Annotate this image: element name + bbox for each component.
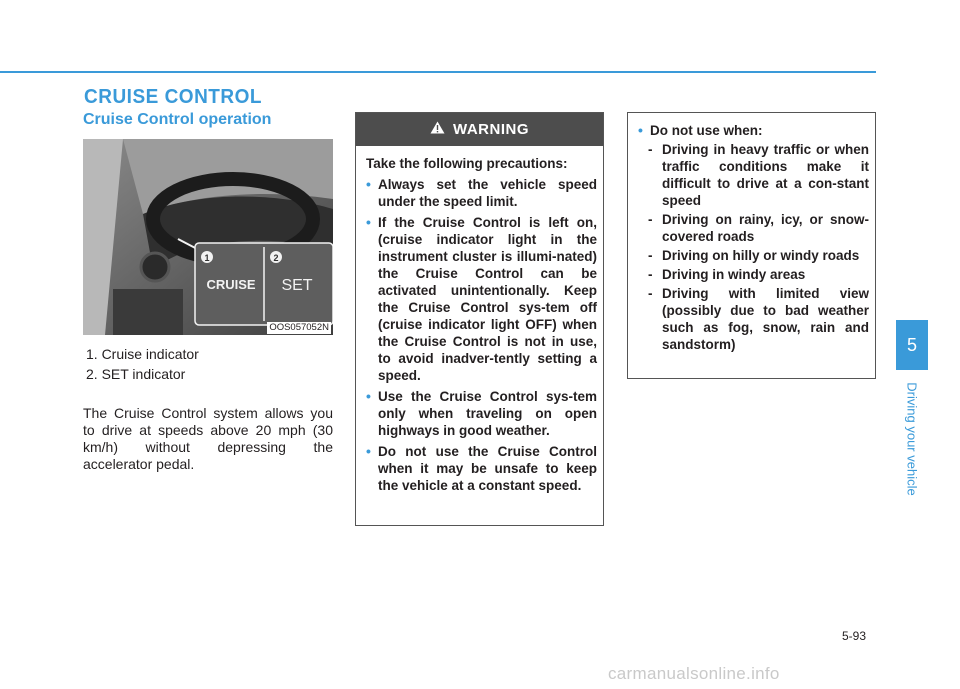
warning-item [366,176,597,210]
continued-item: - Driving in windy areas [648,267,806,282]
indicator-list [86,344,199,384]
bullet-dot-icon: • [366,176,371,192]
body-paragraph: The Cruise Control system allows you to drive at speeds above 20 mph (30 km/h) without depressing the accelerator pedal. [83,405,333,472]
continued-warning-box [627,112,876,379]
dashboard-figure [83,139,333,335]
continued-item-text: Driving on hilly or windy roads [662,248,860,263]
dashboard-illustration [83,139,333,335]
warning-item-text: Do not use the Cruise Control when it may be unsafe to keep the vehicle at a constant speed. [378,444,597,493]
set-indicator-label: SET [281,277,313,294]
continued-item: - Driving with limited view (possibly due to bad weather such as fog, snow, rain and sandstorm) [648,286,869,352]
callout-2: 2 [273,253,279,263]
warning-box [355,112,604,526]
continued-heading-item [638,122,869,139]
indicator-item: 2. SET indicator [86,366,186,382]
section-title: CRUISE CONTROL [84,86,262,109]
continued-item-text: Driving in windy areas [662,267,806,282]
continued-heading: Do not use when: [650,123,763,138]
bullet-dot-icon: • [366,214,371,230]
warning-header [356,113,603,146]
warning-item [366,214,597,384]
warning-item [366,443,597,494]
chapter-label: Driving your vehicle [904,382,920,496]
warning-item-text: Always set the vehicle speed under the speed limit. [378,177,597,209]
header-rule [0,71,876,73]
continued-item: - Driving on hilly or windy roads [648,248,860,263]
subsection-title: Cruise Control operation [83,111,272,128]
chapter-tab[interactable]: 5 [896,320,928,370]
warning-item [366,388,597,439]
warning-intro: Take the following precautions: [366,156,568,171]
continued-item-text: Driving on rainy, icy, or snow-covered roads [662,212,869,244]
warning-body [356,146,603,494]
bullet-dot-icon: • [366,443,371,459]
figure-code: OOS057052N [269,322,329,333]
callout-1: 1 [204,253,210,263]
warning-title: WARNING [453,121,529,138]
indicator-item: 1. Cruise indicator [86,346,199,362]
bullet-dot-icon: • [366,388,371,404]
warning-triangle-icon [430,121,445,138]
watermark: carmanualsonline.info [608,664,780,683]
continued-item: - Driving on rainy, icy, or snow-covered roads [648,212,869,244]
warning-item-text: Use the Cruise Control sys-tem only when traveling on open highways in good weather. [378,389,597,438]
page-number: 5-93 [842,629,867,643]
continued-item-text: Driving with limited view (possibly due to bad weather such as fog, snow, rain and sandstorm) [662,286,869,352]
continued-item: - Driving in heavy traffic or when traffic conditions make it difficult to drive at a con-stant speed [648,142,869,208]
warning-item-text: If the Cruise Control is left on, (cruise indicator light in the instrument cluster is illumi-nated) the Cruise Control can be activated unintentionally. Keep the Cruise Control sys-tem off (cruise indicator light OFF) when the Cruise Control is not in use, to avoid inadver-tently setting a speed. [378,215,597,383]
bullet-dot-icon: • [638,122,643,138]
continued-item-text: Driving in heavy traffic or when traffic conditions make it difficult to drive at a con-stant speed [662,142,869,208]
cruise-indicator-label: CRUISE [206,277,256,292]
